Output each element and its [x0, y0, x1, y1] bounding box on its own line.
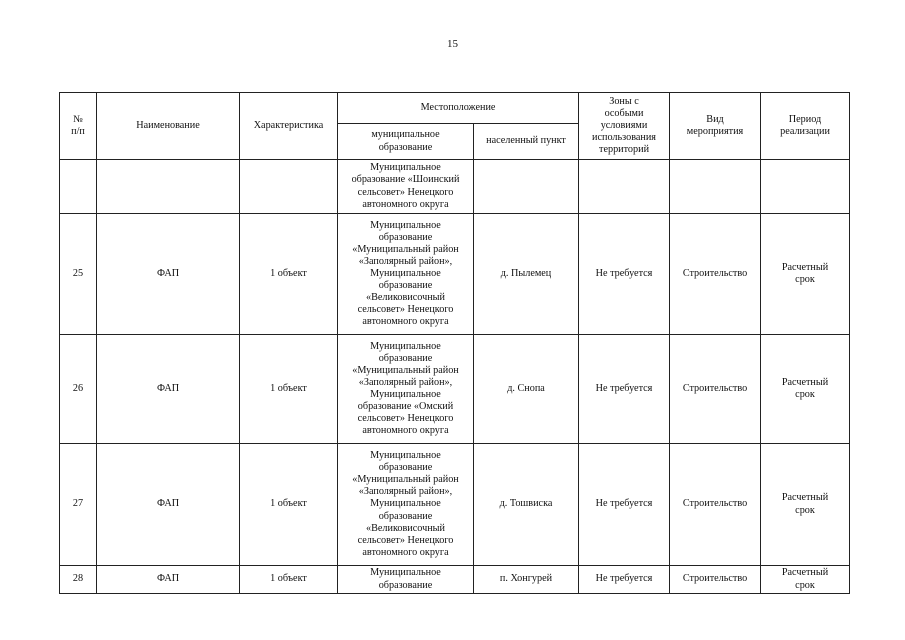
cell-activity: Строительство: [670, 214, 761, 335]
cell-num: 28: [60, 566, 97, 594]
cell-municipal: Муниципальное образование «Муниципальный район «Заполярный район», Муниципальное образование «Великовисочный сельсовет» Ненецкого автономного округа: [338, 214, 474, 335]
cell-activity: Строительство: [670, 444, 761, 566]
cell-characteristic: 1 объект: [240, 214, 338, 335]
cell-activity: Строительство: [670, 566, 761, 594]
header-municipal: муниципальное образование: [338, 124, 474, 160]
header-num: № п/п: [60, 93, 97, 160]
cell-municipal: Муниципальное образование «Муниципальный район «Заполярный район», Муниципальное образование «Омский сельсовет» Ненецкого автономного округа: [338, 335, 474, 444]
page-number: 15: [447, 38, 458, 50]
cell-period: Расчетный срок: [761, 214, 850, 335]
header-activity: Вид мероприятия: [670, 93, 761, 160]
cell-period: Расчетный срок: [761, 444, 850, 566]
cell-municipal: Муниципальное образование «Шоинский сельсовет» Ненецкого автономного округа: [338, 160, 474, 214]
cell-characteristic: 1 объект: [240, 444, 338, 566]
table-row: [60, 335, 850, 444]
cell-period: Расчетный срок: [761, 335, 850, 444]
cell-settlement: [474, 160, 579, 214]
cell-municipal: Муниципальное образование «Муниципальный район «Заполярный район», Муниципальное образование «Великовисочный сельсовет» Ненецкого автономного округа: [338, 444, 474, 566]
table-row: [60, 566, 850, 594]
cell-characteristic: 1 объект: [240, 566, 338, 594]
cell-name: ФАП: [97, 335, 240, 444]
header-location: Местоположение: [338, 93, 579, 124]
cell-characteristic: 1 объект: [240, 335, 338, 444]
cell-num: [60, 160, 97, 214]
cell-num: 27: [60, 444, 97, 566]
table-row: [60, 214, 850, 335]
cell-municipal: Муниципальное образование: [338, 566, 474, 594]
cell-period: Расчетный срок: [761, 566, 850, 594]
cell-num: 25: [60, 214, 97, 335]
header-settlement: населенный пункт: [474, 124, 579, 160]
header-name: Наименование: [97, 93, 240, 160]
cell-activity: [670, 160, 761, 214]
cell-zones: Не требуется: [579, 444, 670, 566]
cell-settlement: п. Хонгурей: [474, 566, 579, 594]
header-characteristic: Характеристика: [240, 93, 338, 160]
cell-settlement: д. Пылемец: [474, 214, 579, 335]
cell-name: ФАП: [97, 566, 240, 594]
header-zones: Зоны с особыми условиями использования территорий: [579, 93, 670, 160]
facilities-table: [59, 92, 850, 594]
cell-zones: Не требуется: [579, 335, 670, 444]
cell-settlement: д. Снопа: [474, 335, 579, 444]
header-row-top: [60, 93, 850, 124]
header-period: Период реализации: [761, 93, 850, 160]
cell-activity: Строительство: [670, 335, 761, 444]
cell-zones: Не требуется: [579, 566, 670, 594]
cell-name: ФАП: [97, 444, 240, 566]
cell-num: 26: [60, 335, 97, 444]
table-row: [60, 160, 850, 214]
table-row: [60, 444, 850, 566]
cell-settlement: д. Тошвиска: [474, 444, 579, 566]
cell-period: [761, 160, 850, 214]
cell-zones: Не требуется: [579, 214, 670, 335]
cell-zones: [579, 160, 670, 214]
cell-name: ФАП: [97, 214, 240, 335]
cell-characteristic: [240, 160, 338, 214]
cell-name: [97, 160, 240, 214]
